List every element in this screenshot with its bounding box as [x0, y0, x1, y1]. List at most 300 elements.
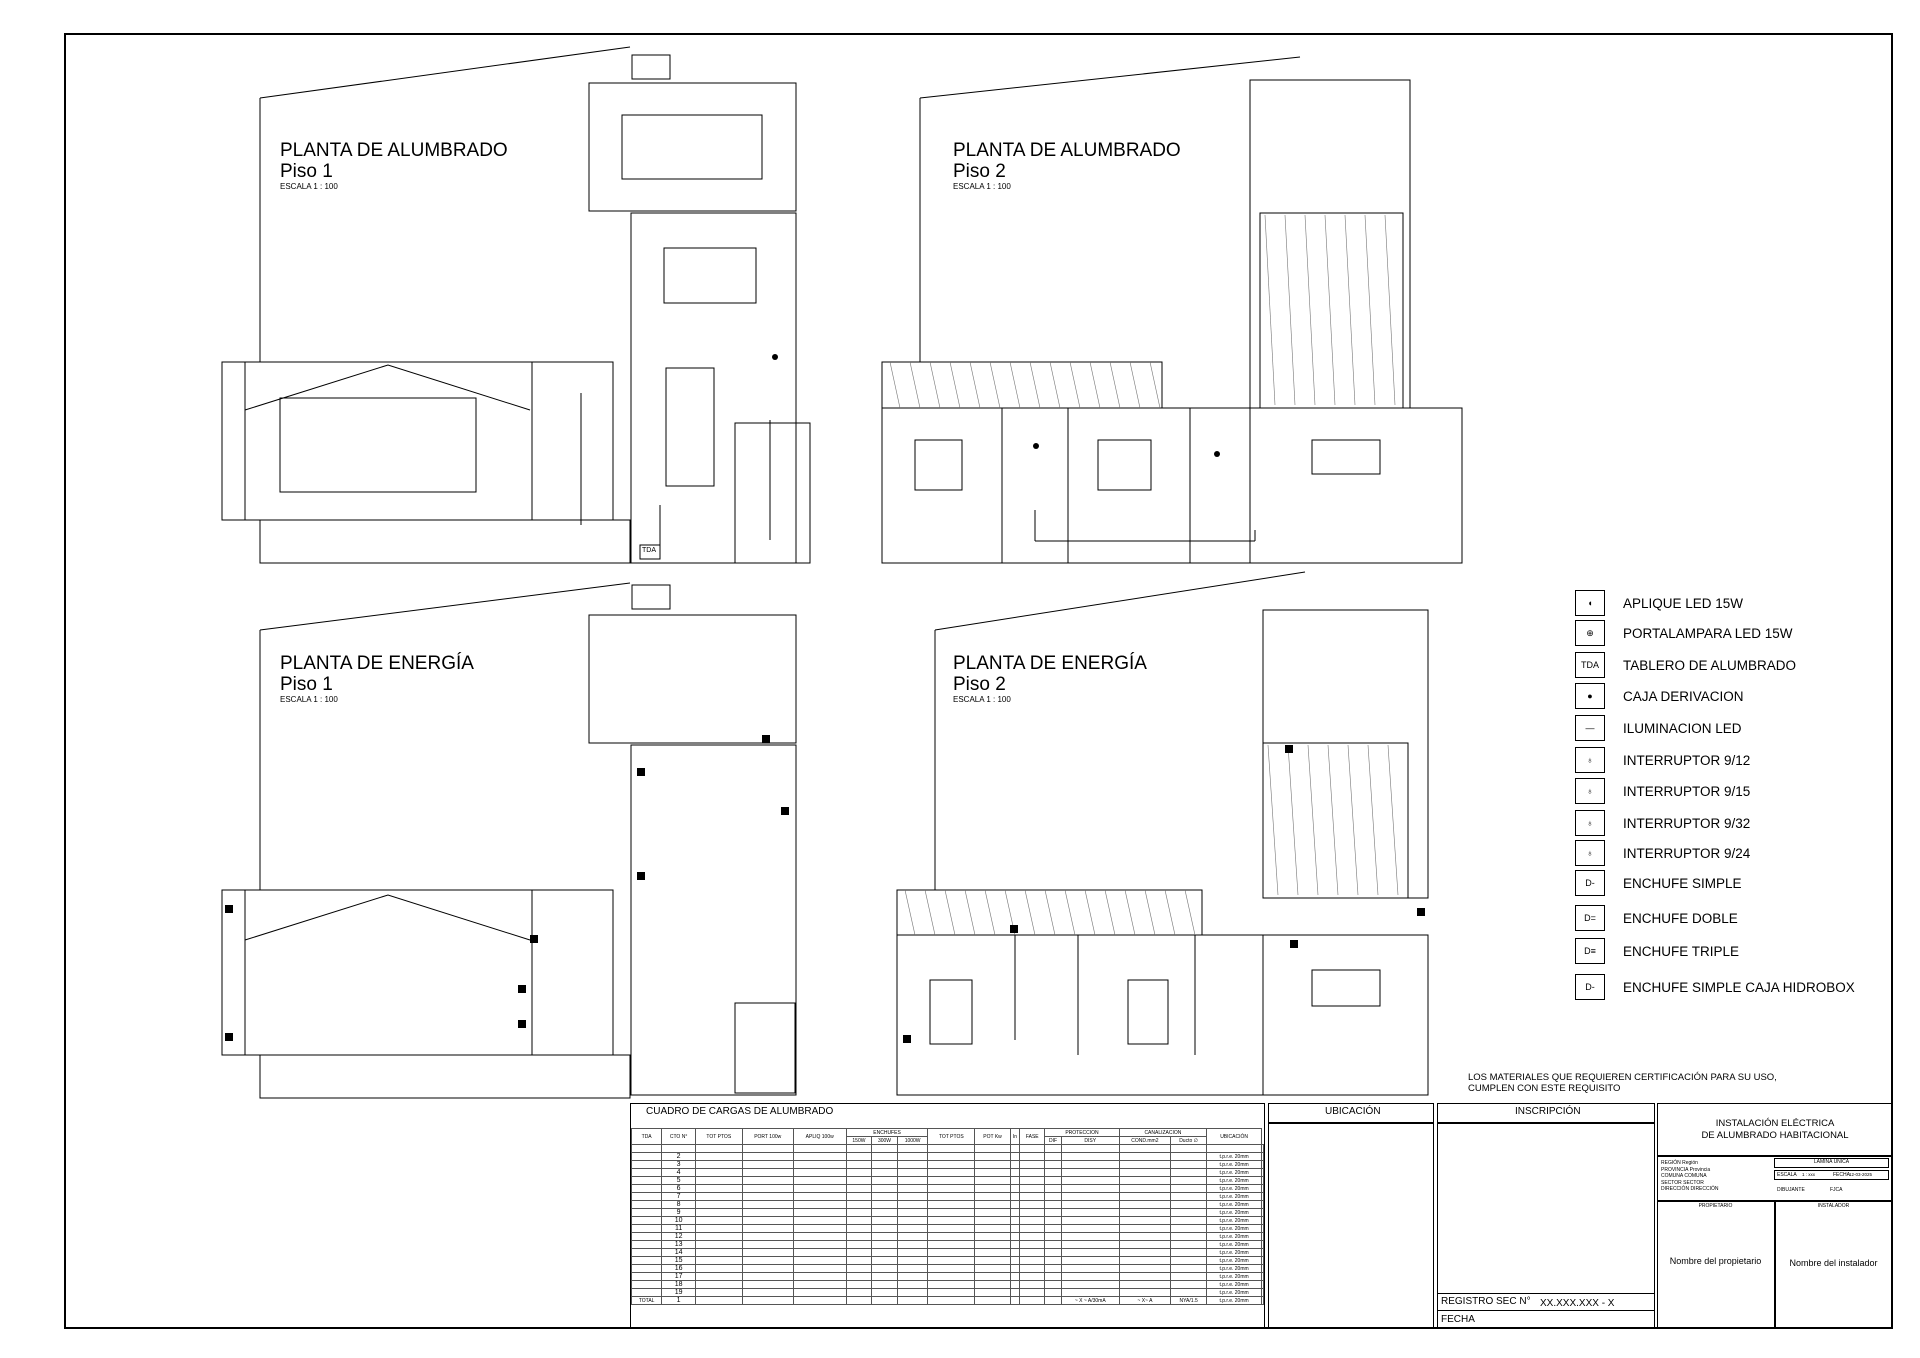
table-cell: [1262, 1169, 1264, 1177]
legend-label: ENCHUFE SIMPLE CAJA HIDROBOX: [1623, 979, 1855, 995]
header-tot-ptos-2: TOT PTOS: [928, 1129, 975, 1145]
table-cell: [793, 1273, 846, 1281]
table-cell: [793, 1281, 846, 1289]
table-cell: [1045, 1161, 1061, 1169]
table-cell: [846, 1145, 872, 1153]
table-row: [632, 1289, 1264, 1297]
table-cell: [928, 1185, 975, 1193]
table-cell: [897, 1185, 928, 1193]
table-cell: [1119, 1281, 1170, 1289]
table-cell: [742, 1273, 793, 1281]
table-cell: [1010, 1241, 1019, 1249]
table-cell: [695, 1249, 742, 1257]
note-line: CUMPLEN CON ESTE REQUISITO: [1468, 1083, 1621, 1094]
table-cell: [1262, 1209, 1264, 1217]
legend-label: INTERRUPTOR 9/24: [1623, 845, 1751, 861]
header-pot: POT Kw: [975, 1129, 1011, 1145]
plan-title-text: PLANTA DE ALUMBRADO: [953, 140, 1181, 161]
table-cell: [632, 1257, 662, 1265]
table-cell: [897, 1265, 928, 1273]
table-cell: 19: [662, 1289, 696, 1297]
table-row: [632, 1217, 1264, 1225]
table-cell: [632, 1241, 662, 1249]
table-cell: [846, 1201, 872, 1209]
legend-item: [1575, 747, 1750, 773]
table-row: [632, 1153, 1264, 1161]
table-cell: [742, 1145, 793, 1153]
table-cell: [793, 1257, 846, 1265]
instalador-label: INSTALADOR: [1817, 1203, 1850, 1209]
table-cell: [1262, 1161, 1264, 1169]
plan-alumbrado-piso1: [222, 47, 810, 563]
table-cell: [632, 1201, 662, 1209]
table-cell: [975, 1161, 1011, 1169]
table-cell: t.p.r.e. 20mm: [1207, 1225, 1262, 1233]
table-cell: [1045, 1177, 1061, 1185]
table-cell: [846, 1241, 872, 1249]
provincia: PROVINCIA Provincia: [1661, 1166, 1711, 1173]
table-cell: [1171, 1241, 1207, 1249]
table-cell: [1061, 1281, 1119, 1289]
table-cell: [1045, 1201, 1061, 1209]
table-cell: [632, 1145, 662, 1153]
legend-label: INTERRUPTOR 9/15: [1623, 783, 1751, 799]
table-cell: [1010, 1289, 1019, 1297]
table-row: [632, 1233, 1264, 1241]
table-cell: [897, 1153, 928, 1161]
plan-alumbrado-piso2: [882, 57, 1462, 563]
table-cell: [928, 1225, 975, 1233]
fecha-label: FECHA: [1441, 1314, 1475, 1325]
legend-label: ENCHUFE DOBLE: [1623, 910, 1738, 926]
table-cell: [928, 1201, 975, 1209]
table-cell: [975, 1281, 1011, 1289]
table-cell: [928, 1209, 975, 1217]
table-cell: [1171, 1225, 1207, 1233]
table-cell: [1061, 1273, 1119, 1281]
table-cell: 14: [662, 1249, 696, 1257]
legend-item: [1575, 620, 1793, 646]
table-cell: [695, 1225, 742, 1233]
table-cell: [1262, 1217, 1264, 1225]
propietario-name: Nombre del propietario: [1669, 1256, 1762, 1266]
table-cell: [793, 1153, 846, 1161]
table-cell: [1119, 1145, 1170, 1153]
table-cell: [1171, 1257, 1207, 1265]
table-cell: [897, 1193, 928, 1201]
table-cell: [975, 1145, 1011, 1153]
escala-label: ESCALA: [1777, 1172, 1797, 1178]
table-cell: [793, 1169, 846, 1177]
table-cell: [897, 1177, 928, 1185]
lamina: LAMINA ÚNICA: [1813, 1159, 1850, 1165]
table-cell: [632, 1185, 662, 1193]
table-cell: [897, 1169, 928, 1177]
table-cell: [928, 1241, 975, 1249]
table-cell: [846, 1217, 872, 1225]
sub-150w: 150W: [846, 1137, 872, 1145]
table-cell: 11: [662, 1225, 696, 1233]
switch-9-15-icon: ♁: [1575, 778, 1605, 804]
table-cell: [1045, 1193, 1061, 1201]
plan-scale: ESCALA 1 : 100: [953, 695, 1011, 704]
table-cell: [1045, 1249, 1061, 1257]
table-cell: [928, 1233, 975, 1241]
table-row: [632, 1281, 1264, 1289]
header-in: In: [1010, 1129, 1019, 1145]
table-cell: [975, 1257, 1011, 1265]
table-cell: t.p.r.e. 20mm: [1207, 1249, 1262, 1257]
note-line: LOS MATERIALES QUE REQUIEREN CERTIFICACIÓN PARA SU USO,: [1468, 1072, 1777, 1083]
table-cell: [872, 1257, 898, 1265]
plan-energia-piso2: [897, 572, 1428, 1095]
table-cell: [1061, 1153, 1119, 1161]
legend-label: APLIQUE LED 15W: [1623, 595, 1744, 611]
table-cell: [1061, 1249, 1119, 1257]
table-cell: [1020, 1233, 1045, 1241]
plan-title-4: [953, 653, 1147, 705]
table-cell: [928, 1153, 975, 1161]
table-cell: [1262, 1201, 1264, 1209]
table-cell: [1171, 1209, 1207, 1217]
table-cell: [742, 1241, 793, 1249]
table-cell: 15: [662, 1257, 696, 1265]
table-row: [632, 1209, 1264, 1217]
table-cell: [1061, 1169, 1119, 1177]
table-cell: [1061, 1225, 1119, 1233]
legend-label: ENCHUFE TRIPLE: [1623, 943, 1740, 959]
table-cell: [897, 1281, 928, 1289]
table-cell: 5: [662, 1177, 696, 1185]
table-cell: [846, 1233, 872, 1241]
table-cell: [1045, 1241, 1061, 1249]
header-ubicacion: UBICACIÓN: [1207, 1129, 1262, 1145]
table-cell: [1262, 1241, 1264, 1249]
table-cell: t.p.r.e. 20mm: [1207, 1209, 1262, 1217]
table-cell: [742, 1249, 793, 1257]
table-cell: [846, 1153, 872, 1161]
table-cell: [1262, 1177, 1264, 1185]
table-cell: NYA/1.5: [1171, 1297, 1207, 1305]
table-cell: [1045, 1217, 1061, 1225]
table-row: [632, 1161, 1264, 1169]
table-cell: [975, 1297, 1011, 1305]
table-cell: [975, 1201, 1011, 1209]
table-cell: [1010, 1281, 1019, 1289]
table-cell: [1119, 1241, 1170, 1249]
table-cell: [1045, 1209, 1061, 1217]
table-cell: [975, 1273, 1011, 1281]
table-cell: [1171, 1265, 1207, 1273]
table-cell: [928, 1297, 975, 1305]
table-cell: [793, 1209, 846, 1217]
table-cell: [897, 1145, 928, 1153]
table-cell: 8: [662, 1201, 696, 1209]
table-cell: [872, 1217, 898, 1225]
table-cell: 18: [662, 1281, 696, 1289]
ubicacion-title: UBICACIÓN: [1325, 1106, 1381, 1117]
plan-subtitle: Piso 1: [280, 161, 333, 182]
table-cell: [1020, 1177, 1045, 1185]
sector: SECTOR SECTOR: [1661, 1179, 1704, 1186]
table-cell: [742, 1217, 793, 1225]
legend-item: [1575, 715, 1742, 741]
table-cell: [1061, 1217, 1119, 1225]
table-cell: 9: [662, 1209, 696, 1217]
table-cell: [1010, 1169, 1019, 1177]
table-cell: [846, 1177, 872, 1185]
header-cto: CTO N°: [662, 1129, 696, 1145]
location-info: [1661, 1160, 1719, 1193]
table-cell: [1020, 1201, 1045, 1209]
plan-subtitle: Piso 1: [280, 674, 333, 695]
table-row: [632, 1265, 1264, 1273]
table-cell: t.p.r.e. 20mm: [1207, 1217, 1262, 1225]
table-cell: t.p.r.e. 20mm: [1207, 1257, 1262, 1265]
table-cell: t.p.r.e. 20mm: [1207, 1297, 1262, 1305]
table-cell: [1171, 1145, 1207, 1153]
table-cell: [872, 1177, 898, 1185]
table-cell: [872, 1185, 898, 1193]
fecha-value: 12-03-2025: [1849, 1172, 1873, 1177]
table-cell: [1020, 1297, 1045, 1305]
table-cell: [1020, 1273, 1045, 1281]
comuna: COMUNA COMUNA: [1661, 1173, 1707, 1179]
project-title: [1657, 1118, 1893, 1142]
table-cell: [846, 1169, 872, 1177]
table-cell: [632, 1225, 662, 1233]
table-cell: [695, 1169, 742, 1177]
table-cell: [1207, 1145, 1262, 1153]
table-cell: [632, 1217, 662, 1225]
table-cell: [897, 1233, 928, 1241]
table-cell: [846, 1193, 872, 1201]
table-cell: [1061, 1265, 1119, 1273]
table-cell: [1061, 1193, 1119, 1201]
table-cell: t.p.r.e. 20mm: [1207, 1233, 1262, 1241]
table-cell: [1045, 1169, 1061, 1177]
sub-disy: DISY: [1061, 1137, 1119, 1145]
table-cell: [1171, 1281, 1207, 1289]
table-cell: [695, 1289, 742, 1297]
table-cell: [872, 1297, 898, 1305]
sub-ducto: Ducto ∅: [1171, 1137, 1207, 1145]
table-cell: [1061, 1289, 1119, 1297]
legend-item: [1575, 938, 1739, 964]
table-cell: [928, 1145, 975, 1153]
table-cell: [1045, 1233, 1061, 1241]
table-cell: [1020, 1249, 1045, 1257]
table-cell: [846, 1281, 872, 1289]
table-cell: [1010, 1161, 1019, 1169]
table-cell: t.p.r.e. 20mm: [1207, 1177, 1262, 1185]
propietario-label: PROPIETARIO: [1698, 1203, 1733, 1209]
table-cell: [872, 1289, 898, 1297]
table-cell: [695, 1217, 742, 1225]
sub-dif: DIF: [1045, 1137, 1061, 1145]
table-cell: [1020, 1145, 1045, 1153]
table-cell: [695, 1233, 742, 1241]
table-cell: [872, 1241, 898, 1249]
table-cell: [695, 1145, 742, 1153]
switch-9-12-icon: ♁: [1575, 747, 1605, 773]
table-cell: [1045, 1257, 1061, 1265]
legend-item: [1575, 810, 1750, 836]
table-cell: [742, 1177, 793, 1185]
table-cell: [695, 1201, 742, 1209]
table-cell: [695, 1185, 742, 1193]
table-cell: [1020, 1217, 1045, 1225]
table-row: [632, 1297, 1264, 1305]
table-cell: [1262, 1257, 1264, 1265]
table-cell: [928, 1289, 975, 1297]
plan-title-text: PLANTA DE ENERGÍA: [953, 653, 1147, 674]
table-cell: [928, 1273, 975, 1281]
table-cell: 10: [662, 1217, 696, 1225]
legend-item: [1575, 870, 1742, 896]
loads-table: [631, 1128, 1264, 1305]
table-cell: [872, 1209, 898, 1217]
inscripcion-title: INSCRIPCIÓN: [1515, 1106, 1581, 1117]
table-cell: t.p.r.e. 20mm: [1207, 1273, 1262, 1281]
table-cell: [975, 1185, 1011, 1193]
table-cell: 4: [662, 1169, 696, 1177]
table-cell: [872, 1265, 898, 1273]
table-cell: [1262, 1297, 1264, 1305]
table-cell: [793, 1225, 846, 1233]
table-row: [632, 1273, 1264, 1281]
table-row: [632, 1241, 1264, 1249]
table-cell: [872, 1161, 898, 1169]
table-cell: [742, 1185, 793, 1193]
table-cell: t.p.r.e. 20mm: [1207, 1281, 1262, 1289]
table-cell: [793, 1177, 846, 1185]
table-cell: [846, 1225, 872, 1233]
table-cell: [742, 1193, 793, 1201]
legend-label: INTERRUPTOR 9/12: [1623, 752, 1751, 768]
table-cell: [793, 1193, 846, 1201]
table-cell: [1010, 1297, 1019, 1305]
table-cell: [975, 1153, 1011, 1161]
table-cell: 13: [662, 1241, 696, 1249]
plan-title-text: PLANTA DE ALUMBRADO: [280, 140, 508, 161]
table-cell: TOTAL: [632, 1297, 662, 1305]
table-cell: [1020, 1289, 1045, 1297]
table-row: [632, 1145, 1264, 1153]
table-cell: [742, 1281, 793, 1289]
dibujante-label: DIBUJANTE: [1777, 1187, 1805, 1193]
switch-9-32-icon: ♁: [1575, 810, 1605, 836]
table-cell: [897, 1249, 928, 1257]
outlet-hidrobox-icon: D-: [1575, 974, 1605, 1000]
legend-label: INTERRUPTOR 9/32: [1623, 815, 1751, 831]
table-cell: 1: [662, 1297, 696, 1305]
table-cell: [872, 1169, 898, 1177]
table-cell: [632, 1209, 662, 1217]
table-cell: [1010, 1145, 1019, 1153]
escala-value: 1 : xxx: [1802, 1172, 1816, 1177]
sub-1000w: 1000W: [897, 1137, 928, 1145]
table-cell: 16: [662, 1265, 696, 1273]
table-cell: [1119, 1249, 1170, 1257]
table-cell: ~ X~ A: [1119, 1297, 1170, 1305]
table-cell: [846, 1257, 872, 1265]
table-cell: [897, 1257, 928, 1265]
table-cell: [695, 1161, 742, 1169]
table-cell: [1045, 1185, 1061, 1193]
table-cell: 3: [662, 1161, 696, 1169]
table-cell: [975, 1193, 1011, 1201]
table-cell: [1262, 1145, 1264, 1153]
table-cell: t.p.r.e. 20mm: [1207, 1241, 1262, 1249]
table-row: [632, 1177, 1264, 1185]
table-cell: [1171, 1217, 1207, 1225]
table-cell: [1010, 1233, 1019, 1241]
table-cell: [1119, 1233, 1170, 1241]
table-cell: [1010, 1257, 1019, 1265]
divider: [1437, 1122, 1655, 1124]
table-cell: [632, 1281, 662, 1289]
table-cell: [632, 1177, 662, 1185]
table-cell: [1020, 1169, 1045, 1177]
table-cell: [1045, 1225, 1061, 1233]
table-cell: [1010, 1177, 1019, 1185]
table-cell: [928, 1193, 975, 1201]
table-cell: [1119, 1169, 1170, 1177]
plan-subtitle: Piso 2: [953, 161, 1006, 182]
plan-scale: ESCALA 1 : 100: [280, 182, 338, 191]
table-cell: [632, 1289, 662, 1297]
table-cell: [975, 1265, 1011, 1273]
table-cell: [897, 1225, 928, 1233]
table-cell: [1020, 1265, 1045, 1273]
header-canalizacion: CANALIZACION: [1119, 1129, 1206, 1137]
table-cell: [793, 1289, 846, 1297]
tda-marker: TDA: [642, 547, 656, 554]
table-cell: [975, 1241, 1011, 1249]
table-cell: [1010, 1193, 1019, 1201]
legend-item: [1575, 778, 1750, 804]
table-cell: [1119, 1289, 1170, 1297]
table-cell: [975, 1225, 1011, 1233]
table-cell: [1119, 1161, 1170, 1169]
table-cell: [793, 1249, 846, 1257]
table-cell: t.p.r.e. 20mm: [1207, 1153, 1262, 1161]
led-line-icon: —: [1575, 715, 1605, 741]
table-cell: t.p.r.e. 20mm: [1207, 1265, 1262, 1273]
table-cell: [846, 1161, 872, 1169]
table-cell: [1171, 1177, 1207, 1185]
table-cell: [1010, 1153, 1019, 1161]
ubicacion-box: [1268, 1103, 1434, 1329]
table-cell: [928, 1217, 975, 1225]
table-row: [632, 1249, 1264, 1257]
project-title-line: INSTALACIÓN ELÉCTRICA: [1715, 1118, 1835, 1129]
table-cell: [793, 1201, 846, 1209]
header-tda: TDA: [632, 1129, 662, 1145]
table-cell: [1045, 1273, 1061, 1281]
legend-item: [1575, 840, 1750, 866]
table-cell: [632, 1265, 662, 1273]
table-cell: [742, 1201, 793, 1209]
table-row: [632, 1185, 1264, 1193]
header-enchufes: ENCHUFES: [846, 1129, 928, 1137]
header-apliq: APLIQ 100w: [793, 1129, 846, 1145]
table-cell: [1045, 1297, 1061, 1305]
table-cell: [632, 1193, 662, 1201]
table-cell: [742, 1225, 793, 1233]
table-cell: [632, 1233, 662, 1241]
